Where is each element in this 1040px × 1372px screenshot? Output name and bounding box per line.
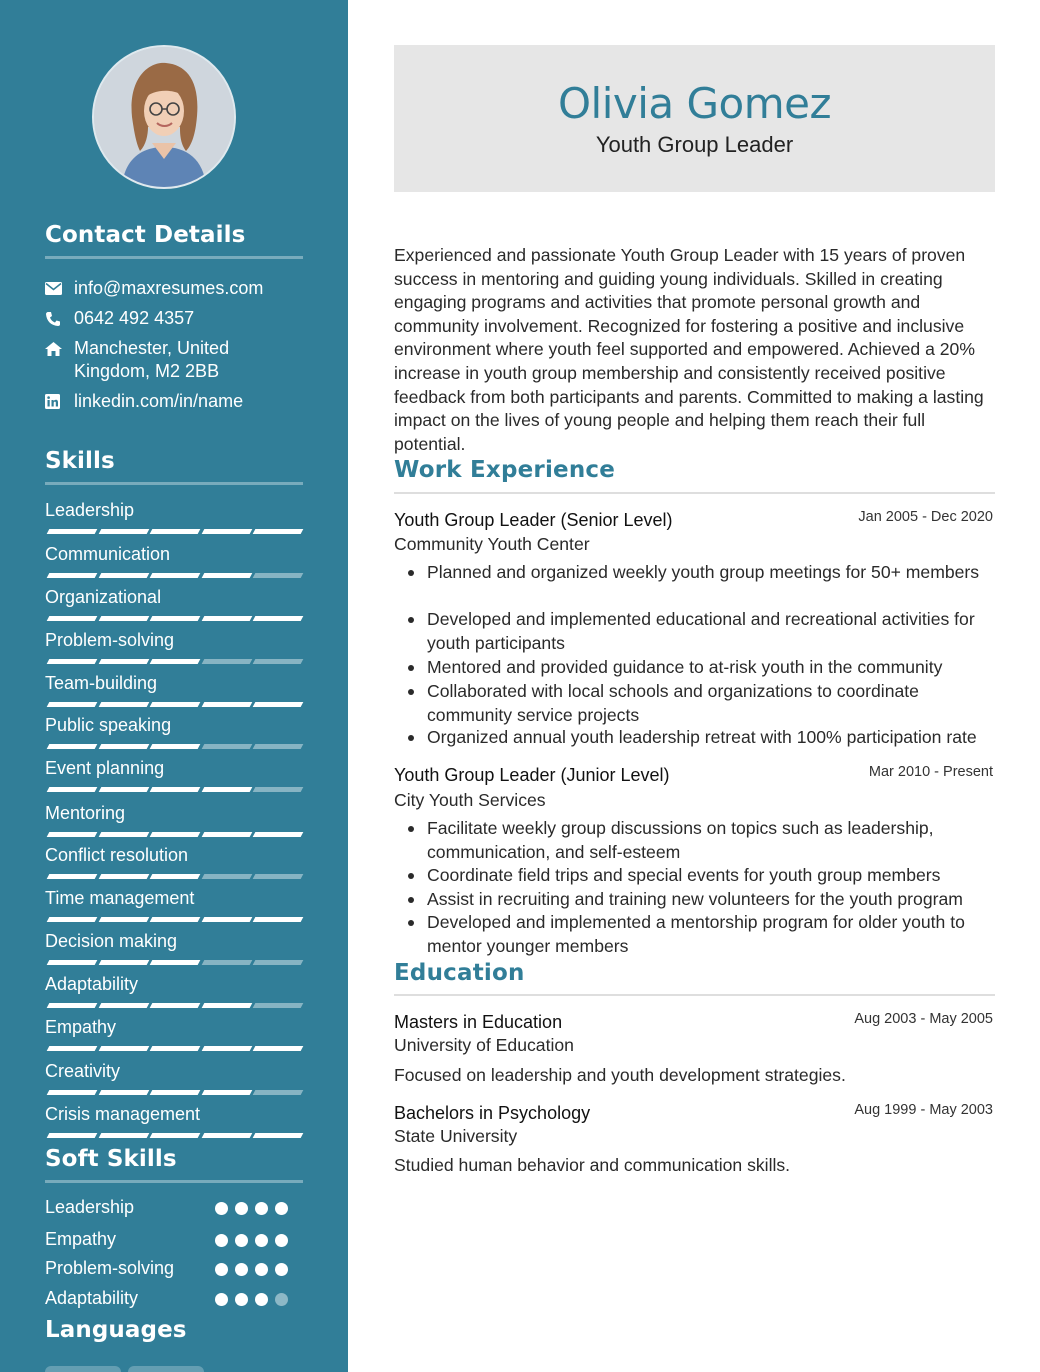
skill-level-segment [253, 616, 304, 621]
skill-row [45, 1060, 303, 1082]
home-icon [45, 337, 74, 360]
skill-name: Event planning [45, 758, 165, 778]
skill-level-segment [253, 529, 304, 534]
skill-level-segment [98, 616, 149, 621]
skill-level-segment [150, 960, 201, 965]
phone-text: 0642 492 4357 [74, 308, 195, 328]
contact-address [45, 337, 303, 383]
skill-level-segment [201, 616, 252, 621]
skill-level-bar [45, 960, 303, 965]
skill-row [45, 1103, 303, 1125]
skill-level-segment [98, 659, 149, 664]
skill-level-segment [150, 616, 201, 621]
skill-level-segment [47, 659, 98, 664]
skill-level-segment [201, 573, 252, 578]
skill-level-segment [98, 529, 149, 534]
work-divider [394, 492, 995, 494]
job-bullet: Mentored and provided guidance to at-risk youth in the community [427, 656, 997, 680]
skill-level-bar [45, 787, 303, 792]
job-bullet: Facilitate weekly group discussions on topics such as leadership, communication, and self-esteem [427, 817, 997, 864]
skill-level-bar [45, 1046, 303, 1051]
skill-row [45, 844, 303, 866]
degree-dates: Aug 1999 - May 2003 [854, 1102, 993, 1118]
soft-skill-dot [215, 1234, 228, 1247]
skill-level-segment [201, 1046, 252, 1051]
skill-level-segment [98, 917, 149, 922]
soft-skill-dot [275, 1234, 288, 1247]
soft-skill-dot [215, 1263, 228, 1276]
skill-level-bar [45, 659, 303, 664]
skill-level-segment [201, 1003, 252, 1008]
job-title: Youth Group Leader (Senior Level) [394, 510, 673, 530]
skill-level-segment [253, 702, 304, 707]
contact-heading: Contact Details [45, 222, 246, 248]
soft-skill-row [45, 1196, 285, 1220]
skill-level-segment [150, 1003, 201, 1008]
job-bullet: Organized annual youth leadership retreat with 100% participation rate [427, 726, 997, 750]
avatar [92, 45, 236, 189]
skill-level-bar [45, 1133, 303, 1138]
education-divider [394, 994, 995, 996]
contact-phone[interactable] [45, 307, 303, 330]
job-bullet: Developed and implemented educational and recreational activities for youth participants [427, 608, 997, 655]
skill-name: Adaptability [45, 974, 139, 994]
skill-level-segment [47, 529, 98, 534]
skill-row [45, 1016, 303, 1038]
skill-level-segment [98, 573, 149, 578]
skill-level-bar [45, 616, 303, 621]
job-dates: Jan 2005 - Dec 2020 [858, 509, 993, 525]
skill-level-bar [45, 529, 303, 534]
soft-skill-row [45, 1287, 285, 1311]
skill-name: Communication [45, 544, 171, 564]
contact-email[interactable] [45, 277, 303, 300]
job-bullet: Developed and implemented a mentorship program for older youth to mentor younger members [427, 911, 997, 958]
skill-level-segment [47, 1003, 98, 1008]
degree-dates: Aug 2003 - May 2005 [854, 1011, 993, 1027]
skill-name: Decision making [45, 931, 178, 951]
school-name: State University [394, 1126, 518, 1146]
skill-level-segment [201, 702, 252, 707]
skill-row [45, 757, 303, 779]
skill-row [45, 802, 303, 824]
education-heading: Education [394, 960, 525, 986]
degree-description: Focused on leadership and youth development strategies. [394, 1065, 846, 1085]
skill-level-segment [201, 529, 252, 534]
soft-skill-dot [235, 1293, 248, 1306]
soft-skill-name: Leadership [45, 1197, 135, 1217]
skill-level-segment [47, 702, 98, 707]
skill-row [45, 887, 303, 909]
skill-level-segment [201, 787, 252, 792]
sidebar [0, 0, 348, 1372]
skill-level-bar [45, 917, 303, 922]
school-name: University of Education [394, 1035, 574, 1055]
job-dates: Mar 2010 - Present [868, 764, 993, 780]
skill-name: Public speaking [45, 715, 172, 735]
skill-level-bar [45, 874, 303, 879]
language-pill [45, 1366, 121, 1372]
soft-skill-dot [235, 1263, 248, 1276]
skill-level-segment [201, 960, 252, 965]
skill-level-segment [253, 1003, 304, 1008]
skill-level-segment [253, 917, 304, 922]
envelope-icon [45, 277, 74, 300]
work-heading: Work Experience [394, 457, 616, 483]
skill-level-segment [47, 832, 98, 837]
skill-level-segment [98, 832, 149, 837]
job-bullet: Assist in recruiting and training new volunteers for the youth program [427, 888, 997, 912]
contact-divider [45, 256, 303, 259]
skill-row [45, 930, 303, 952]
skill-name: Crisis management [45, 1104, 201, 1124]
skill-level-segment [47, 917, 98, 922]
skill-level-segment [150, 1046, 201, 1051]
linkedin-text: linkedin.com/in/name [74, 391, 244, 411]
skill-level-segment [98, 1046, 149, 1051]
languages-heading: Languages [45, 1317, 187, 1343]
skill-level-segment [201, 659, 252, 664]
degree-description: Studied human behavior and communication skills. [394, 1155, 791, 1175]
job-bullet: Coordinate field trips and special events for youth group members [427, 864, 997, 888]
soft-skill-dot [275, 1293, 288, 1306]
skill-level-bar [45, 1003, 303, 1008]
skill-name: Leadership [45, 500, 135, 520]
soft-skill-dot [255, 1263, 268, 1276]
soft-skill-row [45, 1257, 285, 1281]
language-pill [128, 1366, 204, 1372]
skill-row [45, 543, 303, 565]
soft-skill-dot [215, 1202, 228, 1215]
skill-name: Empathy [45, 1017, 117, 1037]
soft-skill-dot [255, 1234, 268, 1247]
job-bullet: Planned and organized weekly youth group meetings for 50+ members [427, 561, 997, 585]
skill-level-segment [201, 744, 252, 749]
skill-level-segment [47, 787, 98, 792]
skill-level-segment [150, 529, 201, 534]
soft-skills-divider [45, 1180, 303, 1183]
address-text: Manchester, United Kingdom, M2 2BB [74, 338, 230, 381]
skill-level-segment [201, 832, 252, 837]
soft-skill-dot [275, 1263, 288, 1276]
skill-level-segment [201, 917, 252, 922]
skills-heading: Skills [45, 448, 115, 474]
candidate-name: Olivia Gomez [557, 79, 832, 128]
degree-title: Bachelors in Psychology [394, 1103, 591, 1123]
skill-level-segment [253, 832, 304, 837]
email-text: info@maxresumes.com [74, 278, 264, 298]
skill-level-segment [253, 960, 304, 965]
skill-name: Time management [45, 888, 195, 908]
skill-level-segment [98, 787, 149, 792]
skill-level-segment [150, 702, 201, 707]
skill-name: Conflict resolution [45, 845, 189, 865]
soft-skill-name: Adaptability [45, 1288, 139, 1308]
phone-icon [45, 307, 74, 330]
skill-level-segment [47, 744, 98, 749]
skill-level-segment [253, 744, 304, 749]
skill-level-segment [150, 874, 201, 879]
job-organization: City Youth Services [394, 790, 546, 810]
skill-level-segment [201, 874, 252, 879]
skill-name: Team-building [45, 673, 158, 693]
soft-skills-heading: Soft Skills [45, 1146, 177, 1172]
skill-level-segment [253, 787, 304, 792]
job-title: Youth Group Leader (Junior Level) [394, 765, 670, 785]
skill-row [45, 629, 303, 651]
skill-name: Creativity [45, 1061, 121, 1081]
skill-row [45, 586, 303, 608]
skill-level-segment [98, 960, 149, 965]
soft-skill-dot [215, 1293, 228, 1306]
candidate-role: Youth Group Leader [595, 132, 794, 157]
skill-level-segment [253, 874, 304, 879]
skill-level-segment [150, 787, 201, 792]
skill-row [45, 714, 303, 736]
contact-linkedin[interactable] [45, 390, 303, 413]
soft-skill-row [45, 1228, 285, 1252]
job-organization: Community Youth Center [394, 534, 590, 554]
skill-level-segment [98, 744, 149, 749]
skill-level-segment [98, 702, 149, 707]
skill-level-segment [150, 573, 201, 578]
skill-level-segment [253, 573, 304, 578]
skill-row [45, 672, 303, 694]
skill-level-segment [150, 744, 201, 749]
skill-level-segment [47, 1133, 98, 1138]
skill-name: Problem-solving [45, 630, 175, 650]
skill-level-segment [98, 1133, 149, 1138]
skill-level-segment [47, 616, 98, 621]
skill-level-segment [150, 832, 201, 837]
skill-level-segment [253, 1046, 304, 1051]
skill-level-segment [201, 1133, 252, 1138]
skill-level-segment [150, 917, 201, 922]
name-header [394, 45, 995, 192]
skill-level-bar [45, 702, 303, 707]
job-bullet: Collaborated with local schools and organizations to coordinate community service projects [427, 680, 997, 727]
skill-level-segment [47, 1090, 98, 1095]
soft-skill-dot [275, 1202, 288, 1215]
skill-row [45, 973, 303, 995]
skill-level-segment [47, 874, 98, 879]
skill-level-segment [253, 1133, 304, 1138]
skill-level-bar [45, 744, 303, 749]
soft-skill-name: Empathy [45, 1229, 117, 1249]
skill-level-bar [45, 832, 303, 837]
skills-divider [45, 482, 303, 485]
degree-title: Masters in Education [394, 1012, 563, 1032]
skill-level-bar [45, 1090, 303, 1095]
soft-skill-dot [235, 1234, 248, 1247]
skill-level-segment [98, 1003, 149, 1008]
skill-level-segment [150, 1090, 201, 1095]
skill-level-segment [150, 1133, 201, 1138]
skill-level-segment [253, 659, 304, 664]
skill-level-segment [47, 960, 98, 965]
profile-summary: Experienced and passionate Youth Group Leader with 15 years of proven success in mentoring and guiding young individuals. Skilled in creating engaging programs and activities that promote personal growth and community involvement. Recognized for fostering a positive and inclusive environment where youth feel supported and empowered. Achieved a 20% increase in youth group membership and consistently received positive feedback from both participants and parents. Committed to making a lasting impact on the lives of young people and helping them reach their full potential. [394, 245, 984, 454]
skill-level-bar [45, 573, 303, 578]
skill-row [45, 499, 303, 521]
skill-name: Organizational [45, 587, 162, 607]
skill-level-segment [47, 573, 98, 578]
skill-level-segment [253, 1090, 304, 1095]
skill-level-segment [98, 1090, 149, 1095]
skill-name: Mentoring [45, 803, 126, 823]
skill-level-segment [201, 1090, 252, 1095]
skill-level-segment [150, 659, 201, 664]
soft-skill-dot [255, 1202, 268, 1215]
linkedin-icon [45, 390, 74, 413]
soft-skill-name: Problem-solving [45, 1258, 175, 1278]
soft-skill-dot [235, 1202, 248, 1215]
skill-level-segment [47, 1046, 98, 1051]
skill-level-segment [98, 874, 149, 879]
soft-skill-dot [255, 1293, 268, 1306]
